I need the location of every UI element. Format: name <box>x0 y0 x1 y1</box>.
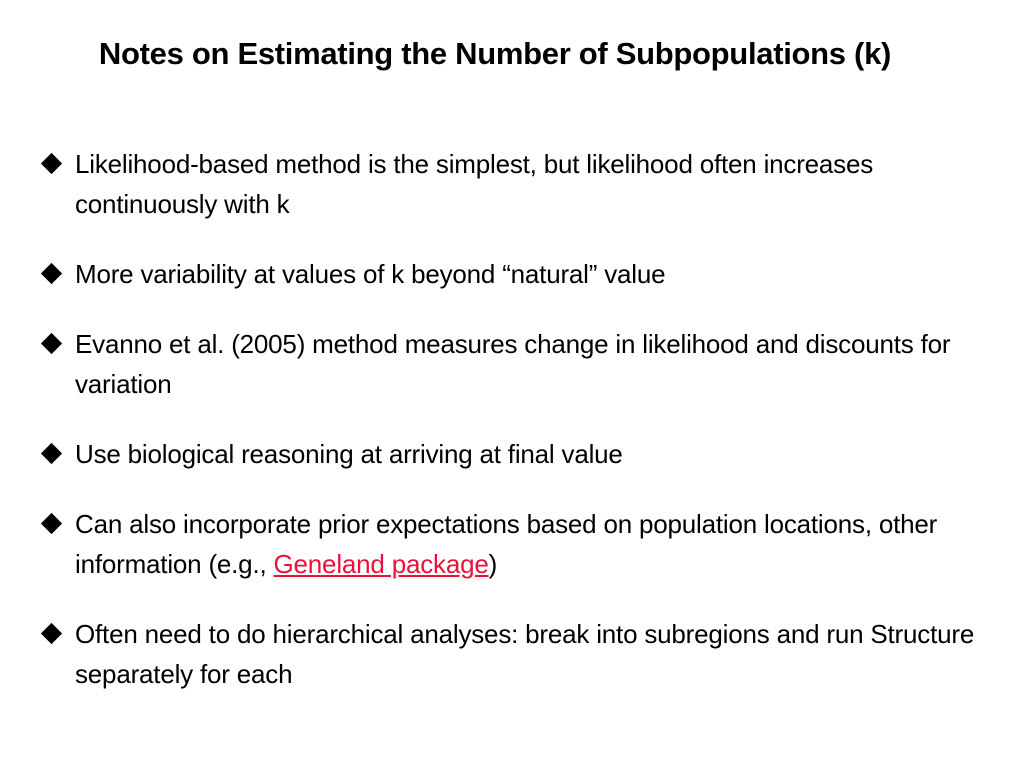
bullet-text: Likelihood-based method is the simplest, but likelihood often increases continuously with k <box>75 149 874 219</box>
bullet-text: Evanno et al. (2005) method measures change in likelihood and discounts for variation <box>75 329 951 399</box>
bullet-text: Often need to do hierarchical analyses: break into subregions and run Structure separately for each <box>75 619 975 689</box>
slide-title: Notes on Estimating the Number of Subpopulations (k) <box>98 36 892 71</box>
diamond-bullet-icon <box>41 623 62 644</box>
bullet-text: Use biological reasoning at arriving at final value <box>75 439 623 469</box>
diamond-bullet-icon <box>41 153 62 174</box>
bullet-item <box>40 144 1000 224</box>
diamond-bullet-icon <box>41 263 62 284</box>
bullet-list <box>40 144 1000 724</box>
diamond-bullet-icon <box>41 443 62 464</box>
bullet-item <box>40 434 1000 474</box>
bullet-text-after-link: ) <box>488 549 498 579</box>
bullet-item <box>40 614 1000 694</box>
geneland-package-link[interactable]: Geneland package <box>273 549 489 579</box>
bullet-item <box>40 324 1000 404</box>
diamond-bullet-icon <box>41 333 62 354</box>
bullet-text-before-link: Can also incorporate prior expectations based on population locations, other information (e.g., <box>75 509 938 579</box>
diamond-bullet-icon <box>41 513 62 534</box>
bullet-item <box>40 504 1000 584</box>
bullet-text: More variability at values of k beyond “natural” value <box>75 259 666 289</box>
bullet-item <box>40 254 1000 294</box>
